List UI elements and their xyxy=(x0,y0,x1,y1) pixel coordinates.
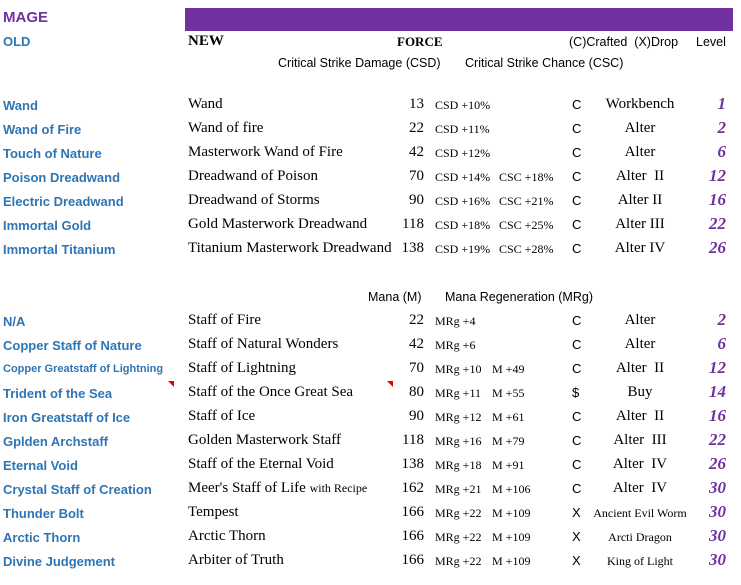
level-value: 30 xyxy=(709,502,726,521)
force-value: 42 xyxy=(409,336,424,352)
force-value: 90 xyxy=(409,408,424,424)
new-name: Staff of the Once Great Sea xyxy=(188,384,354,400)
secondary-stat: M +106 xyxy=(492,482,531,496)
old-name: Trident of the Sea xyxy=(3,386,113,401)
type-marker: C xyxy=(572,193,582,208)
new-name: Wand xyxy=(188,96,223,112)
primary-stat: CSD +19% xyxy=(435,242,491,256)
old-name: Electric Dreadwand xyxy=(3,194,124,209)
source: Alter II xyxy=(617,192,663,208)
csc-header: Critical Strike Chance (CSC) xyxy=(465,56,624,70)
source: Alter III xyxy=(615,216,665,232)
old-name: Divine Judgement xyxy=(3,554,115,569)
primary-stat: MRg +22 xyxy=(435,554,482,568)
type-marker: C xyxy=(572,457,582,472)
comment-marker[interactable] xyxy=(387,381,393,387)
secondary-stat: M +55 xyxy=(492,386,525,400)
table-row xyxy=(0,525,741,549)
type-marker: X xyxy=(572,529,581,544)
level-value: 12 xyxy=(709,166,726,185)
old-name: Thunder Bolt xyxy=(3,506,84,521)
old-name: Wand xyxy=(3,98,38,113)
table-row xyxy=(0,213,741,237)
secondary-stat: M +109 xyxy=(492,530,531,544)
old-name: N/A xyxy=(3,314,26,329)
primary-stat: MRg +12 xyxy=(435,410,482,424)
source: Alter IV xyxy=(612,480,668,496)
type-marker: C xyxy=(572,409,582,424)
title-bar xyxy=(185,8,733,31)
table-row xyxy=(0,549,741,573)
level-value: 1 xyxy=(717,94,726,113)
csd-header: Critical Strike Damage (CSD) xyxy=(278,56,441,70)
force-value: 22 xyxy=(409,312,424,328)
level-value: 26 xyxy=(709,454,726,473)
table-row xyxy=(0,117,741,141)
level-value: 16 xyxy=(709,190,726,209)
source: Alter xyxy=(624,312,656,328)
level-value: 6 xyxy=(717,142,726,161)
type-marker: C xyxy=(572,121,582,136)
table-row xyxy=(0,453,741,477)
force-value: 118 xyxy=(402,432,424,448)
level-value: 30 xyxy=(709,526,726,545)
force-value: 166 xyxy=(401,504,424,520)
secondary-stat: M +91 xyxy=(492,458,525,472)
old-name: Gplden Archstaff xyxy=(3,434,108,449)
source: Alter xyxy=(624,144,656,160)
source: Alter xyxy=(624,336,656,352)
force-value: 22 xyxy=(409,120,424,136)
force-value: 138 xyxy=(401,240,424,256)
primary-stat: CSD +10% xyxy=(435,98,491,112)
type-marker: C xyxy=(572,481,582,496)
source: Alter IV xyxy=(614,240,666,256)
source: Alter III xyxy=(613,432,667,448)
type-marker: C xyxy=(572,97,582,112)
force-value: 166 xyxy=(401,528,424,544)
primary-stat: CSD +18% xyxy=(435,218,491,232)
force-value: 70 xyxy=(409,360,424,376)
new-name: Meer's Staff of Life with Recipe xyxy=(188,480,368,496)
new-name: Staff of Lightning xyxy=(188,360,297,376)
mana-header: Mana (M) xyxy=(368,290,422,304)
old-name: Copper Greatstaff of Lightning xyxy=(3,363,164,375)
new-name: Gold Masterwork Dreadwand xyxy=(188,216,368,232)
type-marker: C xyxy=(572,217,582,232)
secondary-stat: CSC +18% xyxy=(499,170,554,184)
table-row xyxy=(0,333,741,357)
old-name: Poison Dreadwand xyxy=(3,170,121,185)
type-marker: C xyxy=(572,169,582,184)
secondary-stat: CSC +28% xyxy=(499,242,554,256)
new-name: Arctic Thorn xyxy=(188,528,266,544)
force-column-header: FORCE xyxy=(397,34,443,49)
new-name: Staff of Ice xyxy=(188,408,256,424)
type-marker: C xyxy=(572,241,582,256)
force-value: 42 xyxy=(409,144,424,160)
force-value: 90 xyxy=(409,192,424,208)
primary-stat: MRg +6 xyxy=(435,338,476,352)
primary-stat: MRg +11 xyxy=(435,386,481,400)
type-marker: C xyxy=(572,313,582,328)
level-value: 16 xyxy=(709,406,726,425)
primary-stat: MRg +21 xyxy=(435,482,482,496)
primary-stat: MRg +22 xyxy=(435,530,482,544)
primary-stat: MRg +4 xyxy=(435,314,476,328)
table-row xyxy=(0,165,741,189)
source: Alter II xyxy=(615,408,665,424)
source: Buy xyxy=(627,384,653,400)
force-value: 80 xyxy=(409,384,424,400)
new-name: Wand of fire xyxy=(188,120,264,136)
new-name: Titanium Masterwork Dreadwand xyxy=(188,240,392,256)
type-marker: C xyxy=(572,433,582,448)
force-value: 70 xyxy=(409,168,424,184)
crafted-drop-header: (C)Crafted (X)Drop xyxy=(569,35,679,49)
new-name: Masterwork Wand of Fire xyxy=(188,144,343,160)
mrg-header: Mana Regeneration (MRg) xyxy=(445,290,593,304)
table-row xyxy=(0,381,741,405)
type-marker: X xyxy=(572,505,581,520)
source: Ancient Evil Worm xyxy=(593,506,687,520)
old-column-header: OLD xyxy=(3,34,31,49)
table-row xyxy=(0,93,741,117)
new-name: Tempest xyxy=(188,504,239,520)
table-row xyxy=(0,405,741,429)
secondary-stat: CSC +25% xyxy=(499,218,554,232)
sheet-title: MAGE xyxy=(3,9,48,26)
level-value: 12 xyxy=(709,358,726,377)
primary-stat: MRg +16 xyxy=(435,434,482,448)
primary-stat: CSD +11% xyxy=(435,122,490,136)
level-value: 14 xyxy=(709,382,726,401)
old-name: Crystal Staff of Creation xyxy=(3,482,152,497)
level-column-header: Level xyxy=(696,35,726,49)
recipe-note: with Recipe xyxy=(309,481,368,495)
source: Alter IV xyxy=(612,456,668,472)
source: Workbench xyxy=(605,96,675,112)
source: King of Light xyxy=(607,554,673,568)
primary-stat: CSD +12% xyxy=(435,146,491,160)
force-value: 13 xyxy=(409,96,424,112)
force-value: 118 xyxy=(402,216,424,232)
level-value: 30 xyxy=(709,478,726,497)
new-name: Staff of the Eternal Void xyxy=(188,456,334,472)
new-name: Dreadwand of Poison xyxy=(188,168,318,184)
old-name: Eternal Void xyxy=(3,458,78,473)
table-row xyxy=(0,501,741,525)
secondary-stat: M +49 xyxy=(492,362,525,376)
type-marker: $ xyxy=(572,385,580,400)
table-row xyxy=(0,477,741,501)
secondary-stat: M +61 xyxy=(492,410,525,424)
primary-stat: CSD +16% xyxy=(435,194,491,208)
level-value: 26 xyxy=(709,238,726,257)
source: Alter II xyxy=(615,360,665,376)
level-value: 30 xyxy=(709,550,726,569)
table-row xyxy=(0,429,741,453)
secondary-stat: M +79 xyxy=(492,434,525,448)
primary-stat: MRg +18 xyxy=(435,458,482,472)
level-value: 22 xyxy=(709,214,726,233)
new-name: Arbiter of Truth xyxy=(188,552,284,568)
level-value: 6 xyxy=(717,334,726,353)
type-marker: C xyxy=(572,337,582,352)
type-marker: C xyxy=(572,361,582,376)
old-name: Immortal Titanium xyxy=(3,242,116,257)
type-marker: C xyxy=(572,145,582,160)
primary-stat: MRg +22 xyxy=(435,506,482,520)
table-row xyxy=(0,189,741,213)
source: Alter II xyxy=(615,168,665,184)
new-name: Dreadwand of Storms xyxy=(188,192,320,208)
comment-marker[interactable] xyxy=(168,381,174,387)
level-value: 2 xyxy=(717,310,726,329)
source: Alter xyxy=(624,120,656,136)
old-name: Arctic Thorn xyxy=(3,530,81,545)
new-name: Staff of Natural Wonders xyxy=(188,336,339,352)
primary-stat: CSD +14% xyxy=(435,170,491,184)
old-name: Touch of Nature xyxy=(3,146,102,161)
type-marker: X xyxy=(572,553,581,568)
secondary-stat: M +109 xyxy=(492,554,531,568)
table-row xyxy=(0,357,741,381)
level-value: 22 xyxy=(709,430,726,449)
old-name: Immortal Gold xyxy=(3,218,92,233)
new-name: Staff of Fire xyxy=(188,312,262,328)
force-value: 162 xyxy=(401,480,424,496)
force-value: 166 xyxy=(401,552,424,568)
primary-stat: MRg +10 xyxy=(435,362,482,376)
force-value: 138 xyxy=(401,456,424,472)
level-value: 2 xyxy=(717,118,726,137)
new-column-header: NEW xyxy=(188,33,224,49)
new-name: Golden Masterwork Staff xyxy=(188,432,342,448)
old-name: Wand of Fire xyxy=(3,122,82,137)
old-name: Copper Staff of Nature xyxy=(3,338,142,353)
source: Arcti Dragon xyxy=(608,530,672,544)
secondary-stat: CSC +21% xyxy=(499,194,554,208)
secondary-stat: M +109 xyxy=(492,506,531,520)
table-row xyxy=(0,309,741,333)
table-row xyxy=(0,141,741,165)
old-name: Iron Greatstaff of Ice xyxy=(3,410,131,425)
table-row xyxy=(0,237,741,261)
